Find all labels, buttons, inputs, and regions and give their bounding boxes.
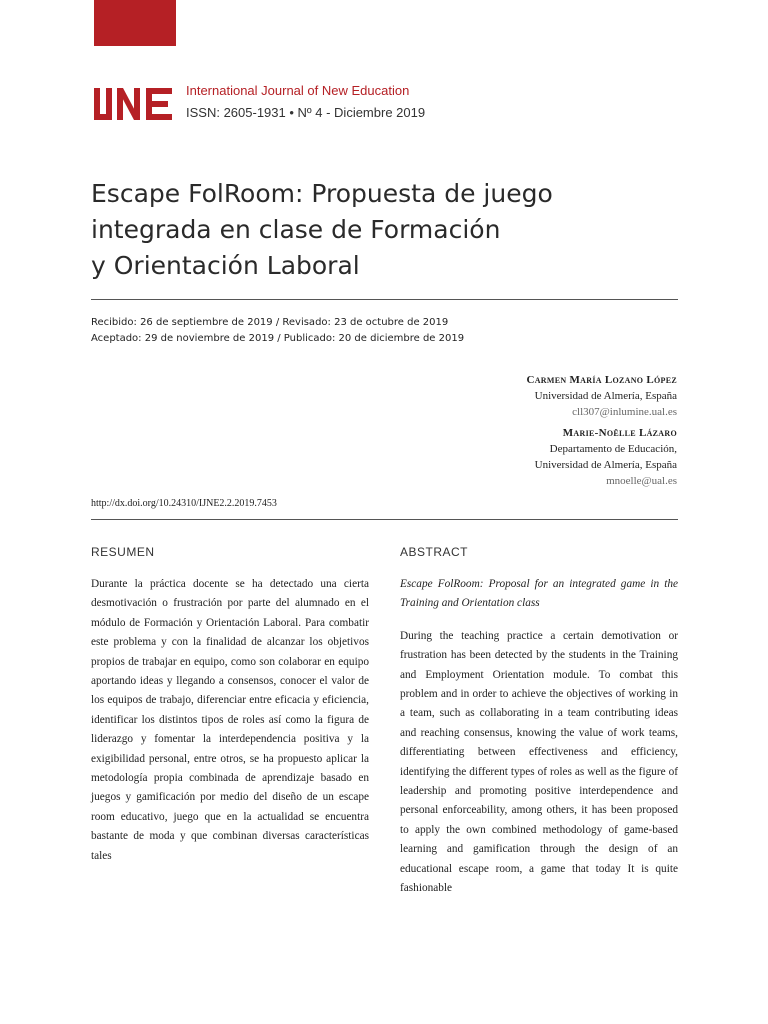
author-name: Carmen María Lozano López [526,374,677,386]
received-revised-dates: Recibido: 26 de septiembre de 2019 / Revisado: 23 de octubre de 2019 [91,317,449,328]
journal-issn: ISSN: 2605-1931 • Nº 4 - Diciembre 2019 [186,105,426,120]
accepted-published-dates: Aceptado: 29 de noviembre de 2019 / Publicado: 20 de diciembre de 2019 [91,333,465,344]
author-affiliation: Universidad de Almería, España [534,390,677,402]
article-title [91,176,691,284]
author-name: Marie-Noëlle Lázaro [562,427,677,439]
resumen-column [91,575,369,866]
author-list [526,372,677,489]
abstract-subtitle: Escape FolRoom: Proposal for an integrated game in the Training and Orientation class [400,578,678,610]
abstract-divider [91,519,678,520]
title-line: Escape FolRoom: Propuesta de juego [91,179,553,208]
author-affiliation: Departamento de Educación, [549,443,677,455]
header-color-block [94,0,176,46]
title-line: y Orientación Laboral [91,251,360,280]
journal-name: International Journal of New Education [186,83,410,98]
doi-link[interactable]: http://dx.doi.org/10.24310/IJNE2.2.2019.7453 [91,498,277,509]
author-block [526,372,677,420]
resumen-text: Durante la práctica docente se ha detectado una cierta desmotivación o frustración por parte del alumnado en el módulo de Formación y Orientación Laboral. Para combatir este problema y con la finalidad de alcanzar los objetivos propios de trabajar en equipo, como son colaborar en equipo aportando ideas y llegando a consensos, conocer el valor de los equipos de trabajo, diferenciar entre eficacia y eficiencia, identificar los distintos tipos de roles así como la figura de liderazgo y fomentar la interdependencia positiva y la exigibilidad personal, entre otros, se ha propuesto aplicar la metodología propia combinada de aprendizaje basado en juegos y gamificación por medio del diseño de un escape room educativo, juego que en la actualidad se encuentra bastante de moda y que combinan diversas características tales [91,578,369,862]
ijne-logo [94,87,176,121]
abstract-text: During the teaching practice a certain demotivation or frustration has been detected by the students in the Training and Employment Orientation module. To combat this problem and in order to achieve the objectives of working in a team, such as collaborating in a team contributing ideas and reaching consensus, knowing the value of work teams, differentiating between effectiveness and efficiency, identifying the different types of roles as well as the figure of leadership and promoting positive interdependence and personal enforceability, among others, it has been proposed to apply the own combined methodology of game-based learning and gamification through the design of an educational escape room, a game that today It is quite fashionable [400,629,678,895]
resumen-heading: RESUMEN [91,545,155,559]
author-email[interactable]: mnoelle@ual.es [606,475,677,487]
title-divider [91,299,678,300]
abstract-heading: ABSTRACT [400,545,469,559]
author-affiliation: Universidad de Almería, España [534,459,677,471]
abstract-column [400,575,678,899]
title-line: integrada en clase de Formación [91,215,501,244]
author-block [526,425,677,489]
author-email[interactable]: cll307@inlumine.ual.es [572,406,677,418]
